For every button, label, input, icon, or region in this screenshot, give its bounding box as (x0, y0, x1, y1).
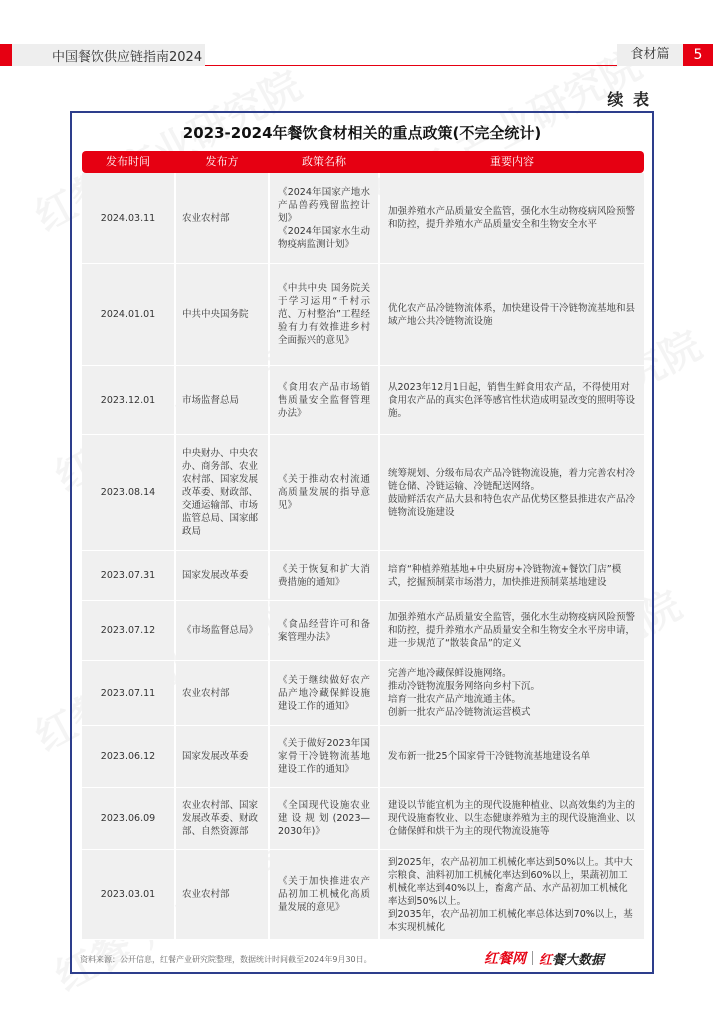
cell-date: 2024.01.01 (100, 309, 156, 320)
section-label: 食材篇 (617, 44, 683, 66)
table-header (82, 151, 644, 173)
cell-date: 2023.12.01 (100, 394, 156, 406)
cell-policy: 《中共中央 国务院关于学习运用“千村示范、万村整治”工程经验有力有效推进乡村全面振兴的意见》 (278, 283, 370, 346)
cell-date: 2024.03.11 (100, 212, 156, 224)
cell-policy: 《全国现代设施农业建设规划(2023—2030年)》 (278, 800, 370, 837)
cell-content: 加强养殖水产品质量安全监管，强化水生动物疫病风险预警和防控，提升养殖水产品质量安全和生物安全水平房申请，进一步规范了“散装食品”的定义 (388, 612, 636, 649)
cell-policy: 《2024年国家产地水产品兽药残留监控计划》 《2024年国家水生动物疫病监测计划》 (278, 186, 370, 250)
table-row (82, 661, 644, 726)
cell-content: 优化农产品冷链物流体系，加快建设骨干冷链物流基地和县域产地公共冷链物流设施 (388, 302, 636, 327)
table-row (82, 601, 644, 661)
cell-policy: 《关于继续做好农产品产地冷藏保鲜设施建设工作的通知》 (278, 674, 370, 712)
hongcan-bigdata-logo: 红餐大数据 (539, 952, 605, 968)
column-header-issuer: 发布方 (205, 155, 239, 168)
cell-issuer: 中共中央国务院 (182, 309, 249, 320)
cell-policy: 《食品经营许可和备案管理办法》 (278, 618, 370, 643)
cell-policy: 《关于恢复和扩大消费措施的通知》 (278, 563, 370, 588)
column-header-date: 发布时间 (106, 155, 150, 168)
cell-date: 2023.07.11 (100, 687, 156, 699)
cell-content: 培育“种植养殖基地+中央厨房+冷链物流+餐饮门店”模式，挖掘预制菜市场潜力，加快推进预制菜基地建设 (388, 563, 622, 588)
table-row (82, 366, 644, 435)
cell-date: 2023.03.01 (100, 889, 156, 900)
cell-content: 统筹规划、分级布局农产品冷链物流设施，着力完善农村冷链仓储、冷链运输、冷链配送网络。 鼓励鲜活农产品大县和特色农产品优势区整县推进农产品冷链物流设施建设 (388, 467, 636, 518)
policy-table-frame (70, 111, 654, 974)
cell-content: 从2023年12月1日起，销售生鲜食用农产品，不得使用对食用农产品的真实色泽等感官性状造成明显改变的照明等设施。 (388, 381, 636, 419)
cell-issuer: 农业农村部 (182, 889, 230, 900)
logo-divider (532, 951, 533, 965)
cell-content: 完善产地冷藏保鲜设施网络。 推动冷链物流服务网络向乡村下沉。 培育一批农产品产地流通主体。 创新一批农产品冷链物流运营模式 (388, 668, 541, 718)
cell-policy: 《关于做好2023年国家骨干冷链物流基地建设工作的通知》 (278, 738, 370, 775)
cell-content: 到2025年，农产品初加工机械化率达到50%以上。其中大宗粮食、油料初加工机械化率达到60%以上，果蔬初加工机械化率达到40%以上，畜禽产品、水产品初加工机械化率达到50%以上。 到2035年，农产品初加工机械化率总体达到70%以上，基本实现机械化 (388, 856, 633, 933)
cell-issuer: 国家发展改革委 (182, 751, 249, 762)
cell-date: 2023.07.31 (100, 570, 156, 581)
cell-policy: 《食用农产品市场销售质量安全监督管理办法》 (278, 381, 370, 419)
cell-issuer: 国家发展改革委 (182, 570, 249, 581)
cell-issuer: 中央财办、中央农办、商务部、农业农村部、国家发展改革委、财政部、交通运输部、市场监管总局、国家邮政局 (182, 448, 259, 537)
cell-date: 2023.06.09 (100, 813, 156, 824)
page-number: 5 (683, 44, 713, 66)
table-row (82, 264, 644, 366)
cell-policy: 《关于推动农村流通高质量发展的指导意见》 (278, 474, 370, 511)
cell-issuer: 农业农村部 (182, 687, 230, 699)
cell-date: 2023.08.14 (100, 487, 156, 498)
table-row (82, 850, 644, 940)
cell-date: 2023.07.12 (100, 625, 156, 636)
column-header-content: 重要内容 (490, 155, 534, 168)
cell-content: 建设以节能宜机为主的现代设施种植业、以高效集约为主的现代设施畜牧业、以生态健康养殖为主的现代设施渔业、以仓储保鲜和烘干为主的现代物流设施等 (388, 800, 636, 837)
cell-issuer: 《市场监督总局》 (182, 625, 259, 636)
cell-date: 2023.06.12 (100, 751, 156, 762)
cell-issuer: 农业农村部、国家发展改革委、财政部、自然资源部 (182, 800, 259, 837)
table-row (82, 788, 644, 850)
footer-logos (484, 949, 604, 967)
column-header-policy: 政策名称 (302, 155, 346, 168)
table-row (82, 173, 644, 264)
cell-policy: 《关于加快推进农产品初加工机械化高质量发展的意见》 (278, 876, 370, 913)
cell-content: 加强养殖水产品质量安全监管，强化水生动物疫病风险预警和防控，提升养殖水产品质量安全和生物安全水平 (388, 206, 636, 230)
source-note: 资料来源：公开信息，红餐产业研究院整理，数据统计时间截至2024年9月30日。 (80, 955, 372, 964)
continued-label: 续 表 (607, 90, 651, 109)
table-row (82, 726, 644, 788)
hongcan-logo: 红餐网 (484, 951, 526, 967)
cell-issuer: 市场监督总局 (182, 394, 240, 406)
cell-issuer: 农业农村部 (182, 212, 230, 224)
table-body (82, 173, 644, 940)
cell-content: 发布新一批25个国家骨干冷链物流基地建设名单 (388, 751, 591, 762)
page-header (0, 44, 724, 66)
doc-title: 中国餐饮供应链指南2024 (52, 50, 203, 65)
header-divider (205, 65, 617, 66)
table-row (82, 435, 644, 551)
table-row (82, 551, 644, 601)
table-title: 2023-2024年餐饮食材相关的重点政策(不完全统计) (182, 124, 542, 142)
